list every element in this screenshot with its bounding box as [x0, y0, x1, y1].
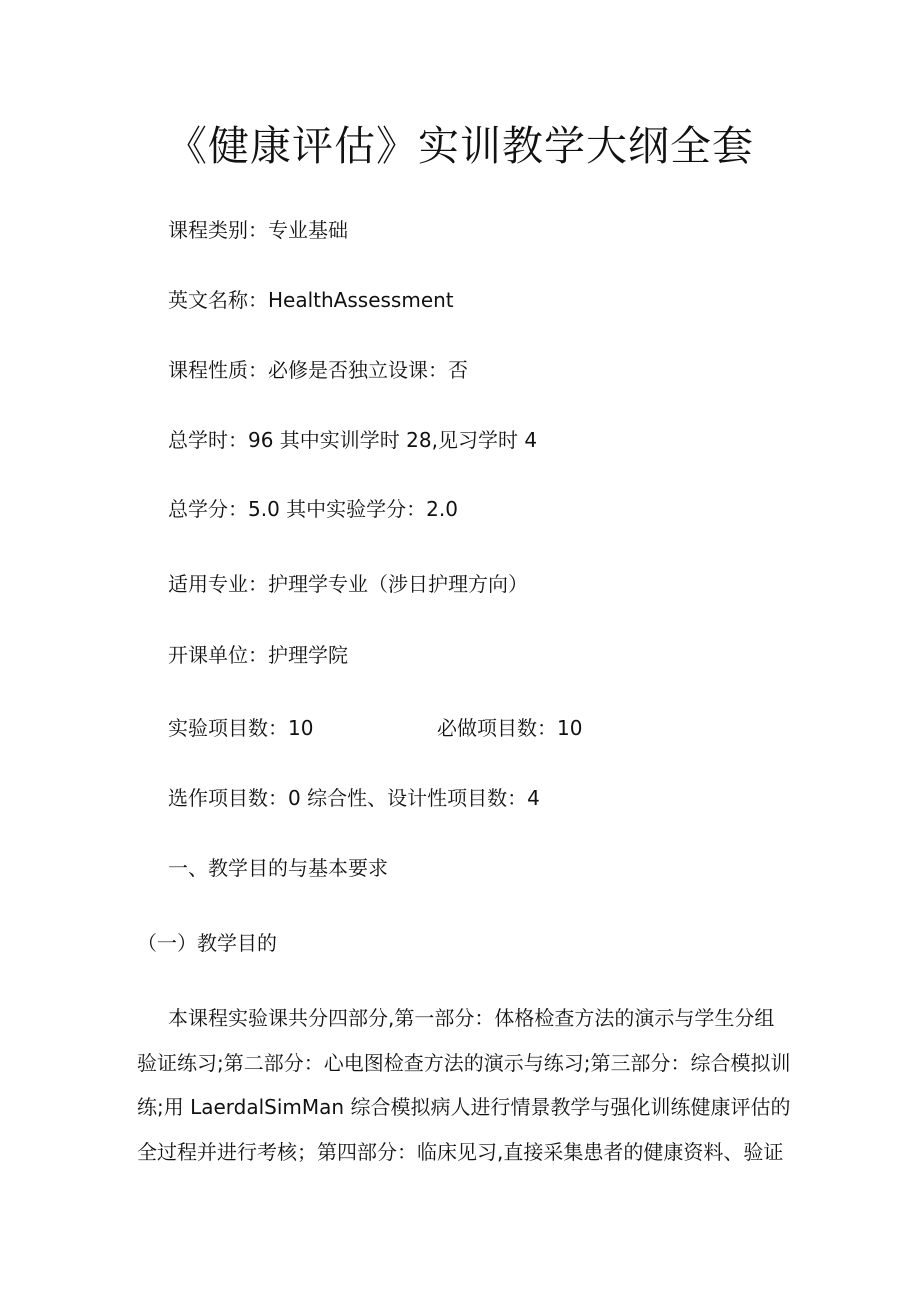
total-hours: 总学时：96 其中实训学时 28,见习学时 4 — [168, 428, 538, 452]
document-title: 《健康评估》实训教学大纲全套 — [166, 122, 754, 170]
course-nature: 课程性质：必修是否独立设课：否 — [168, 358, 468, 382]
experiment-items: 实验项目数：10 — [168, 716, 314, 740]
paragraph-line: 全过程并进行考核；第四部分：临床见习,直接采集患者的健康资料、验证 — [137, 1139, 784, 1164]
body-paragraph — [137, 996, 791, 1174]
paragraph-line: 本课程实验课共分四部分,第一部分：体格检查方法的演示与学生分组 — [168, 1006, 775, 1030]
offering-unit: 开课单位：护理学院 — [168, 643, 348, 667]
applicable-major: 适用专业：护理学专业（涉日护理方向） — [168, 572, 528, 596]
section-heading: 一、教学目的与基本要求 — [168, 856, 388, 880]
paragraph-line: 验证练习;第二部分：心电图检查方法的演示与练习;第三部分：综合模拟训 — [137, 1050, 791, 1075]
english-name: 英文名称：HealthAssessment — [168, 288, 454, 312]
paragraph-line: 练;用 LaerdalSimMan 综合模拟病人进行情景教学与强化训练健康评估的 — [137, 1095, 791, 1119]
subsection-heading: （一）教学目的 — [137, 931, 277, 955]
course-category: 课程类别：专业基础 — [168, 218, 348, 242]
elective-items: 选作项目数：0 综合性、设计性项目数：4 — [168, 786, 540, 810]
total-credits: 总学分：5.0 其中实验学分：2.0 — [168, 497, 458, 521]
required-items: 必做项目数：10 — [437, 716, 583, 740]
